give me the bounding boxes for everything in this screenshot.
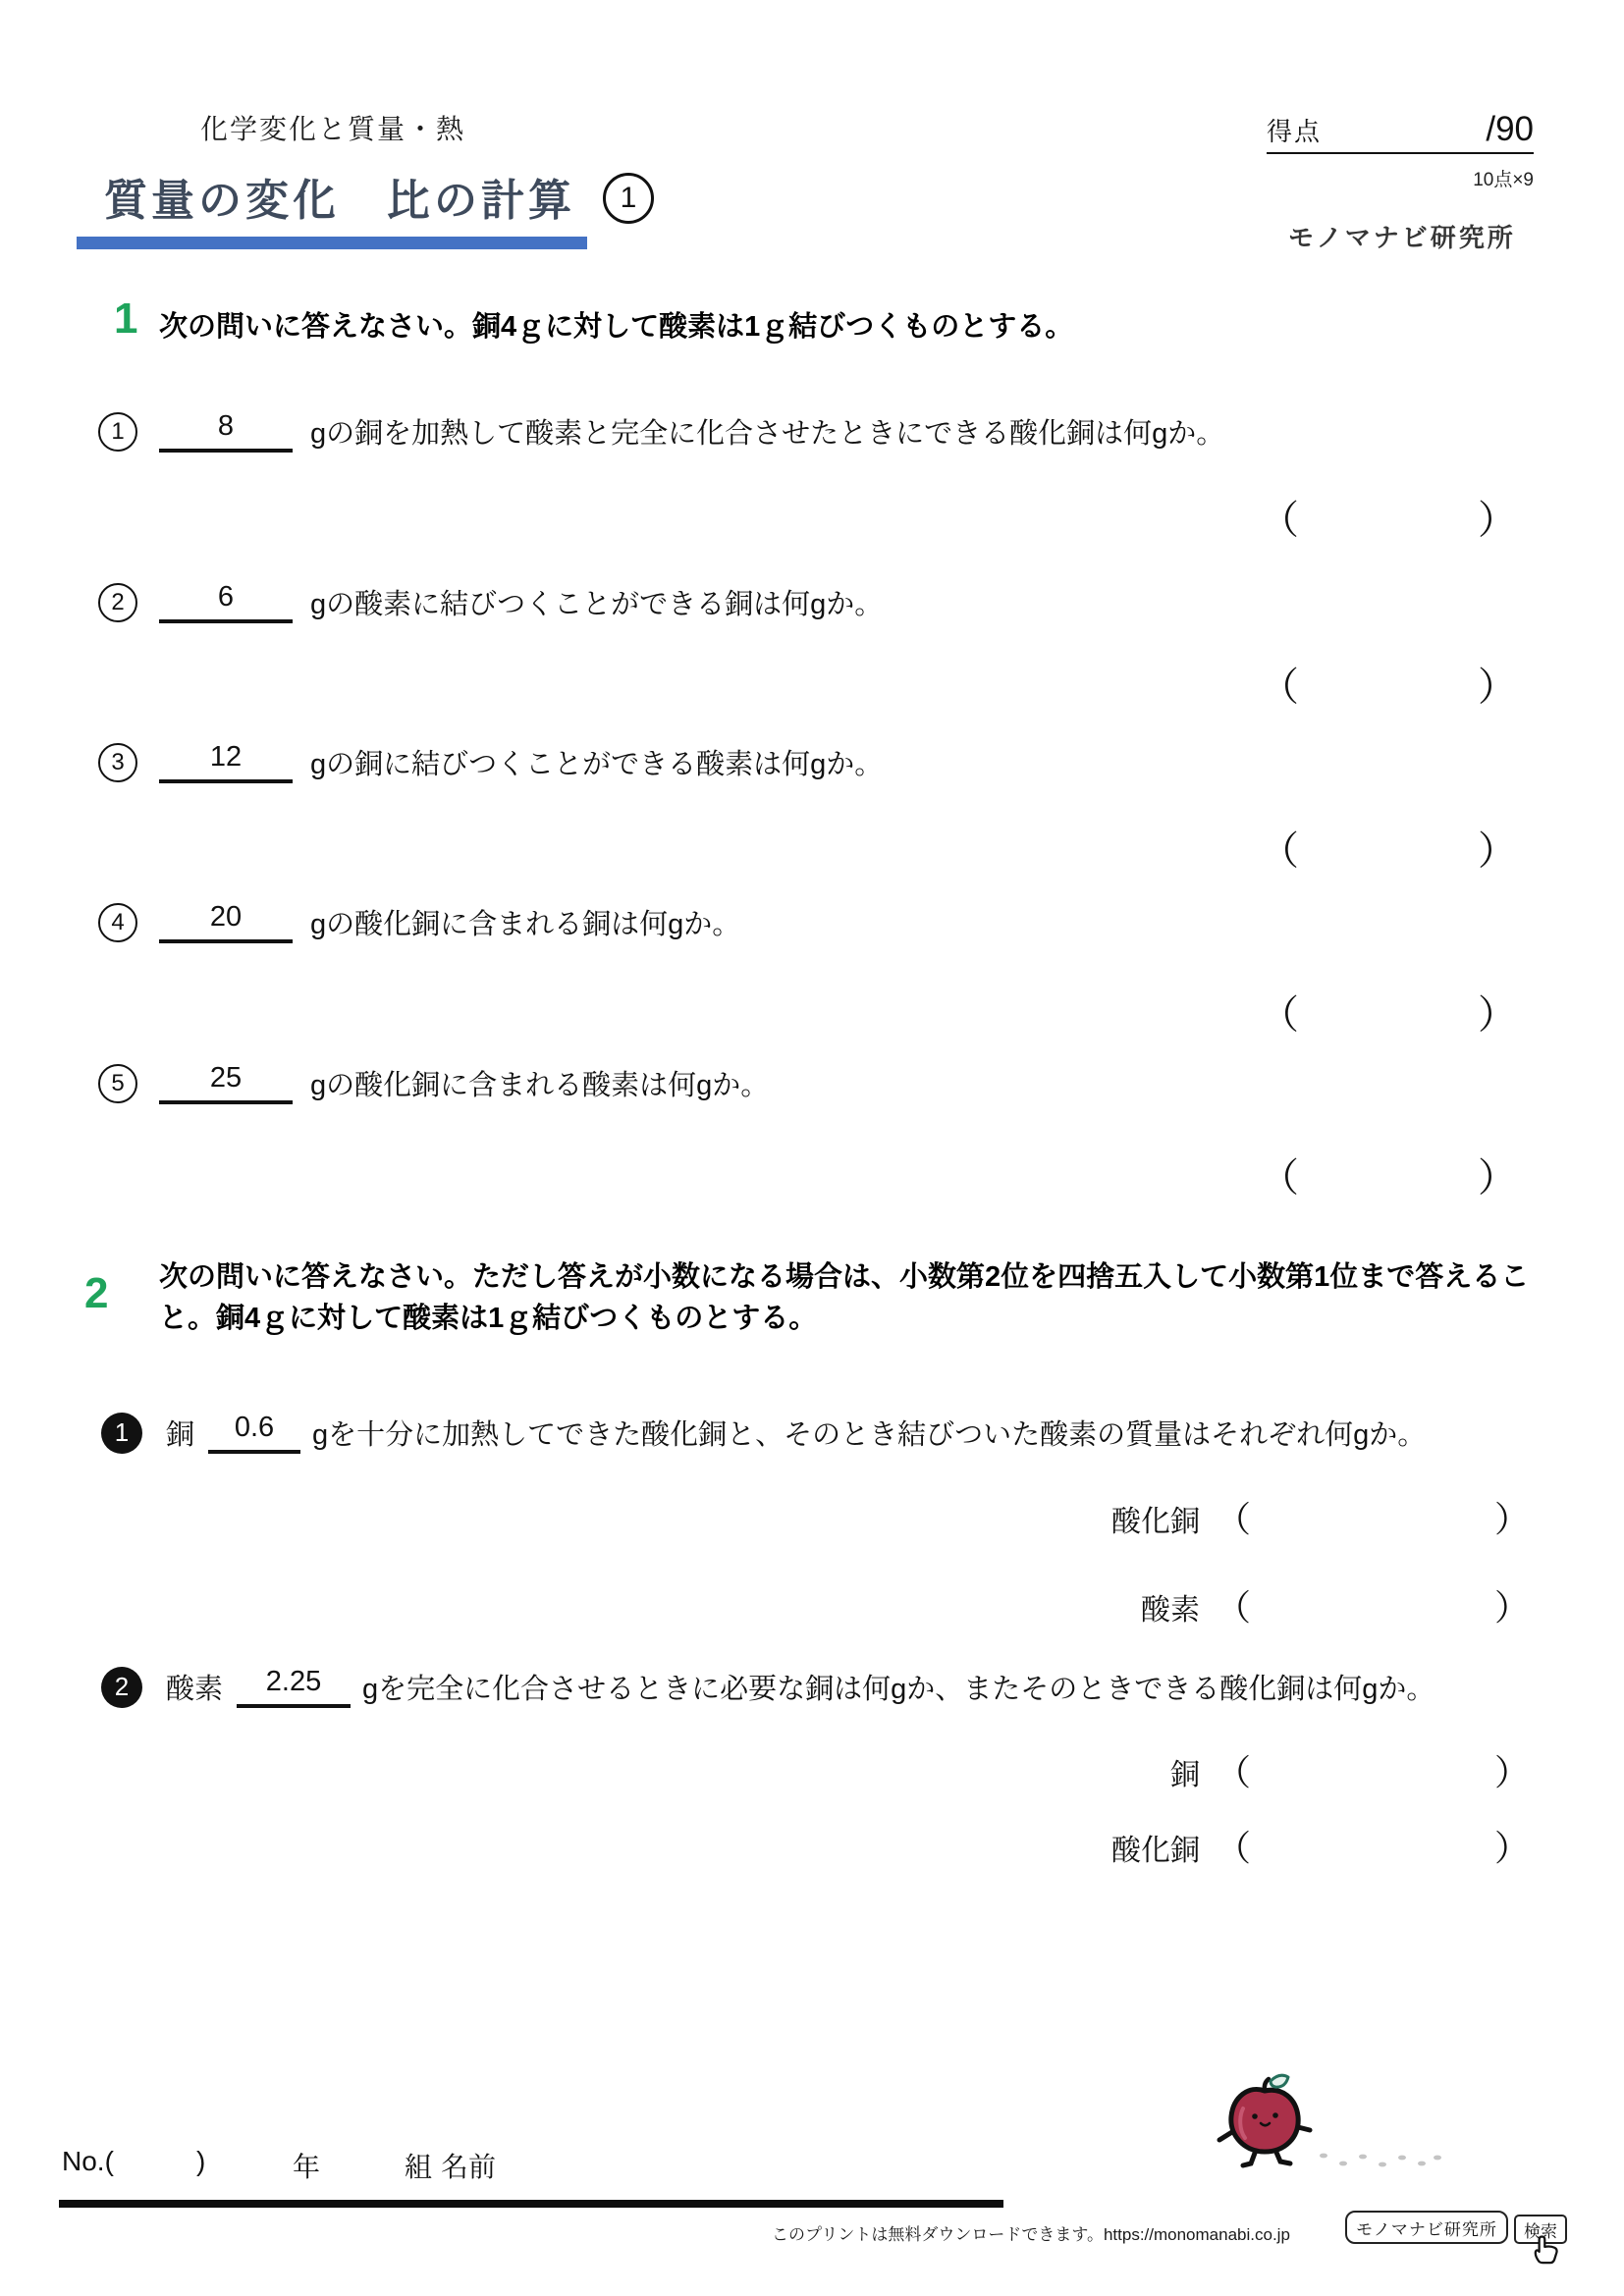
paren-open: （ (1260, 993, 1299, 1037)
paren-close: ） (1478, 993, 1517, 1037)
answer-area[interactable] (1027, 1821, 1530, 1871)
title-underline-bar (77, 237, 587, 249)
answer-label: 銅 (1169, 1759, 1200, 1791)
site-search-box[interactable]: モノマナビ研究所 (1345, 2211, 1508, 2244)
paren-close: ） (1493, 1828, 1530, 1868)
paren-open: （ (1215, 1587, 1251, 1628)
substance-label: 銅 (166, 1419, 195, 1451)
paren-open: （ (1260, 499, 1299, 542)
paren-close: ） (1478, 829, 1517, 873)
given-value: 6 (159, 581, 293, 623)
year-label: 年 (293, 2152, 321, 2182)
name-label: 名前 (441, 2152, 497, 2182)
given-value: 20 (159, 901, 293, 943)
question-number-icon: 3 (98, 743, 137, 782)
paren-open: （ (1260, 829, 1299, 873)
paren-open: （ (1260, 1156, 1299, 1200)
section2-prompt: 次の問いに答えなさい。ただし答えが小数になる場合は、小数第2位を四捨五入して小数第1位まで答えること。銅4ｇに対して酸素は1ｇ結びつくものとする。 (159, 1261, 1530, 1335)
paren-open: （ (1215, 1828, 1251, 1868)
section1-prompt: 次の問いに答えなさい。銅4ｇに対して酸素は1ｇ結びつくものとする。 (159, 311, 1074, 343)
question-row-5 (98, 1062, 769, 1104)
paren-close: ） (1493, 1752, 1530, 1792)
paren-close: ） (1478, 499, 1517, 542)
name-underline (59, 2200, 1003, 2208)
question-text: gの酸化銅に含まれる酸素は何gか。 (310, 1070, 770, 1101)
page-title: 質量の変化 比の計算 (104, 177, 575, 225)
number-label: No.( (62, 2146, 114, 2176)
question-text: gの酸化銅に含まれる銅は何gか。 (310, 909, 741, 940)
given-value: 12 (159, 741, 293, 783)
apple-mascot-icon (1214, 2073, 1459, 2171)
answer-area[interactable] (1260, 656, 1517, 712)
class-label: 組 (405, 2152, 433, 2182)
hand-cursor-icon (1528, 2232, 1561, 2266)
question-text: gを十分に加熱してできた酸化銅と、そのとき結びついた酸素の質量はそれぞれ何gか。 (312, 1419, 1427, 1451)
paren-close: ） (1478, 1156, 1517, 1200)
answer-area[interactable] (1260, 984, 1517, 1040)
score-line (1267, 110, 1534, 154)
answer-label: 酸素 (1140, 1594, 1200, 1627)
answer-label: 酸化銅 (1110, 1835, 1200, 1867)
paren-close: ） (1478, 666, 1517, 709)
question-row-4 (98, 901, 740, 943)
points-note: 10点×9 (1473, 170, 1534, 190)
score-total: /90 (1486, 110, 1534, 148)
download-note: このプリントは無料ダウンロードできます。https://monomanabi.co.jp (772, 2225, 1290, 2244)
paren-open: （ (1260, 666, 1299, 709)
paren-open: （ (1215, 1752, 1251, 1792)
answer-area[interactable] (1027, 1580, 1530, 1630)
number-paren-close: ) (196, 2146, 206, 2176)
substance-label: 酸素 (166, 1674, 224, 1705)
question-text: gを完全に化合させるときに必要な銅は何gか、またそのときできる酸化銅は何gか。 (362, 1674, 1435, 1705)
paren-open: （ (1215, 1499, 1251, 1539)
question-row-1 (98, 410, 1224, 453)
search-button[interactable]: 検索 (1514, 2215, 1567, 2244)
question-row-2 (98, 581, 883, 623)
given-value: 8 (159, 410, 293, 453)
question-text: gの銅に結びつくことができる酸素は何gか。 (310, 749, 884, 780)
answer-area[interactable] (1260, 820, 1517, 876)
publisher-logo: モノマナビ研究所 (1288, 223, 1516, 252)
unit-label: 化学変化と質量・熱 (200, 114, 466, 144)
question-text: gの酸素に結びつくことができる銅は何gか。 (310, 589, 884, 620)
answer-area[interactable] (1260, 489, 1517, 545)
given-value: 0.6 (208, 1412, 300, 1454)
answer-area[interactable] (1260, 1147, 1517, 1202)
paren-close: ） (1493, 1587, 1530, 1628)
answer-area[interactable] (1027, 1492, 1530, 1542)
question-text: gの銅を加熱して酸素と完全に化合させたときにできる酸化銅は何gか。 (310, 418, 1225, 450)
answer-label: 酸化銅 (1110, 1506, 1200, 1538)
title-number-badge: 1 (603, 173, 654, 224)
score-label: 得点 (1267, 117, 1323, 146)
question-number-icon: 1 (98, 412, 137, 452)
section1-number: 1 (114, 294, 138, 343)
paren-close: ） (1493, 1499, 1530, 1539)
question2-row-2 (101, 1666, 1435, 1708)
question-number-icon: 4 (98, 903, 137, 942)
question-number-icon: 5 (98, 1064, 137, 1103)
given-value: 25 (159, 1062, 293, 1104)
question-row-3 (98, 741, 883, 783)
question-number-icon: 2 (98, 583, 137, 622)
question-number-filled-icon: 1 (101, 1413, 142, 1454)
given-value: 2.25 (237, 1666, 351, 1708)
question-number-filled-icon: 2 (101, 1667, 142, 1708)
answer-area[interactable] (1027, 1745, 1530, 1795)
question2-row-1 (101, 1412, 1426, 1454)
section2-number: 2 (84, 1269, 109, 1317)
